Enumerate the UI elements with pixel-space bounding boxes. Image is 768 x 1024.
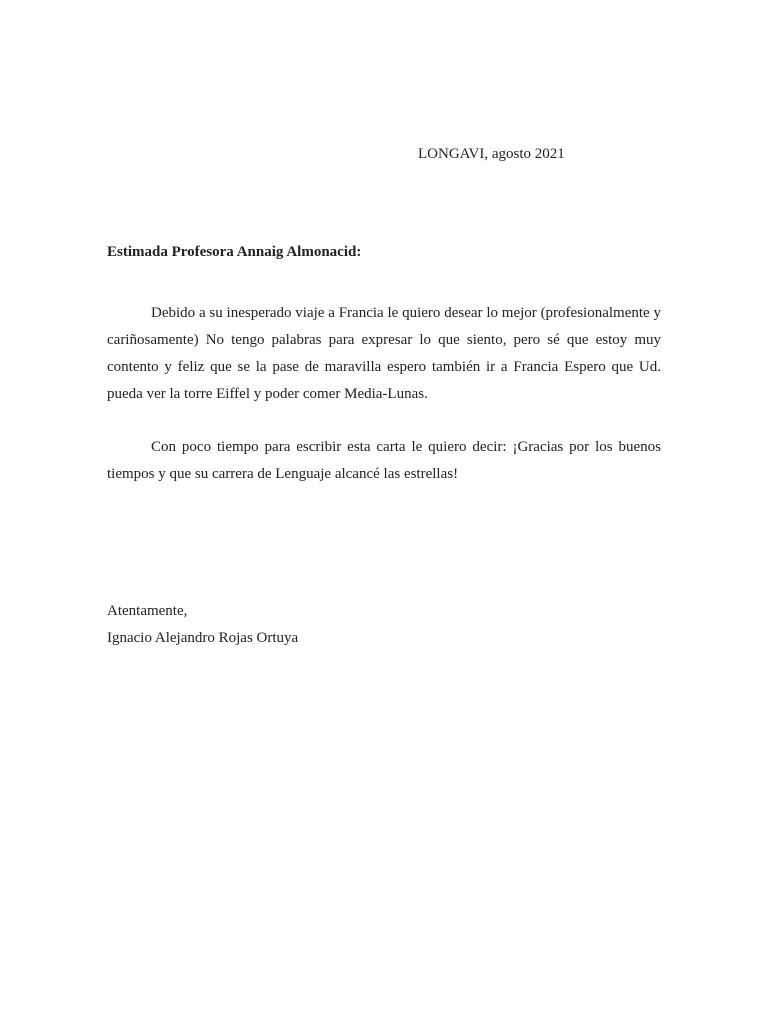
closing-block [107, 598, 298, 652]
salutation: Estimada Profesora Annaig Almonacid: [107, 244, 362, 260]
body-paragraph-1: Debido a su inesperado viaje a Francia le quiero desear lo mejor (profesionalmente y cariñosamente) No tengo palabras para expresar lo que siento, pero sé que estoy muy contento y feliz que se la pase de maravilla espero también ir a Francia Espero que Ud. pueda ver la torre Eiffel y poder comer Media-Lunas. [107, 305, 661, 402]
closing-phrase: Atentamente, [107, 603, 188, 619]
signature-name: Ignacio Alejandro Rojas Ortuya [107, 630, 299, 646]
place-and-date: LONGAVI, agosto 2021 [418, 146, 565, 162]
body-paragraph-2: Con poco tiempo para escribir esta carta le quiero decir: ¡Gracias por los buenos tiempos y que su carrera de Lenguaje alcancé las estrellas! [107, 439, 661, 482]
